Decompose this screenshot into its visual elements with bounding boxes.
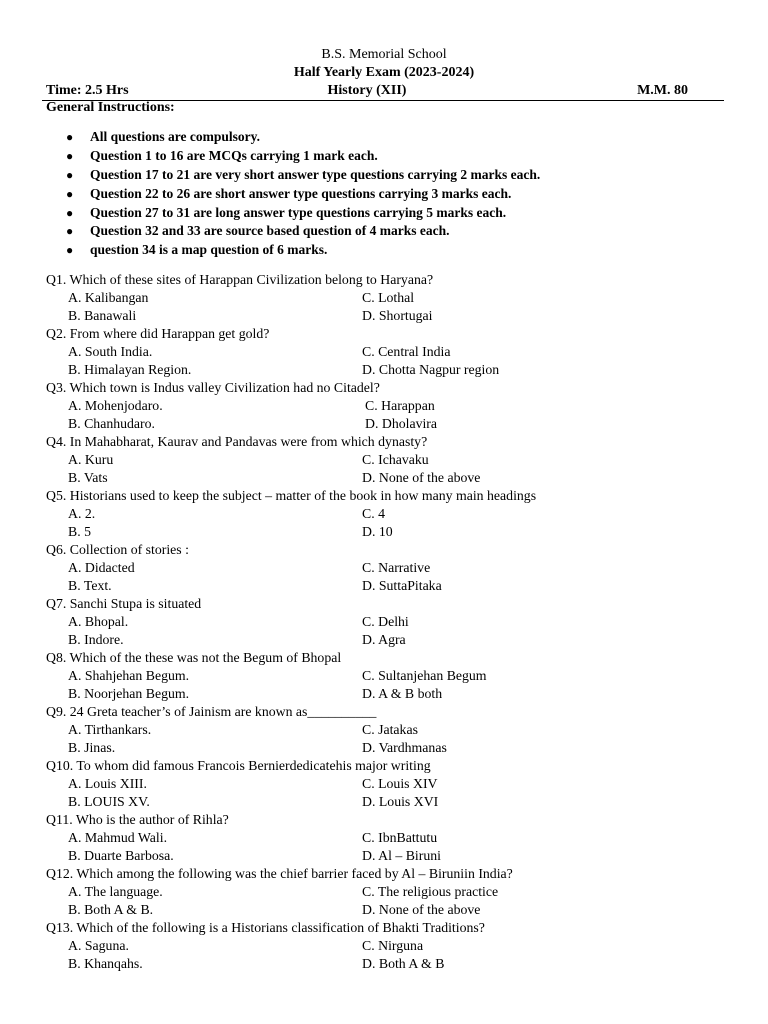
option-b: B. 5	[68, 524, 91, 539]
bullet-icon: ●	[66, 186, 74, 201]
option-d: D. Shortugai	[362, 308, 433, 323]
question-8	[46, 649, 726, 703]
option-b: B. Khanqahs.	[68, 956, 143, 971]
question-text: Q7. Sanchi Stupa is situated	[46, 596, 202, 611]
option-d: D. SuttaPitaka	[362, 578, 442, 593]
instructions-list	[64, 128, 540, 260]
option-c: C. Louis XIV	[362, 776, 438, 791]
option-d: D. Louis XVI	[362, 794, 439, 809]
question-4	[46, 433, 726, 487]
option-a: A. South India.	[68, 344, 153, 359]
option-d: D. Both A & B	[362, 956, 445, 971]
instruction-item: ● Question 17 to 21 are very short answer type questions carrying 2 marks each.	[64, 166, 540, 185]
option-b: B. Both A & B.	[68, 902, 154, 917]
option-c: C. Sultanjehan Begum	[362, 668, 487, 683]
bullet-icon: ●	[66, 167, 74, 182]
option-d: D. Chotta Nagpur region	[362, 362, 500, 377]
question-text: Q3. Which town is Indus valley Civilization had no Citadel?	[46, 380, 380, 395]
question-3	[46, 379, 726, 433]
option-c: C. 4	[362, 506, 385, 521]
question-text: Q13. Which of the following is a Historians classification of Bhakti Traditions?	[46, 920, 485, 935]
exam-subject: History (XII)	[327, 83, 407, 98]
option-b: B. Vats	[68, 470, 108, 485]
instruction-item: ● Question 27 to 31 are long answer type questions carrying 5 marks each.	[64, 204, 540, 223]
exam-time: Time: 2.5 Hrs	[46, 83, 129, 98]
question-text: Q5. Historians used to keep the subject – matter of the book in how many main headings	[46, 488, 537, 503]
instructions-heading: General Instructions:	[46, 100, 175, 115]
option-a: A. Kalibangan	[68, 290, 149, 305]
option-a: A. Mahmud Wali.	[68, 830, 168, 845]
option-d: D. 10	[362, 524, 393, 539]
maximum-marks: M.M. 80	[637, 83, 688, 98]
question-13	[46, 919, 726, 973]
questions-list	[46, 271, 726, 973]
option-d: D. Al – Biruni	[362, 848, 441, 863]
question-2	[46, 325, 726, 379]
question-text: Q12. Which among the following was the chief barrier faced by Al – Biruniin India?	[46, 866, 513, 881]
question-9	[46, 703, 726, 757]
option-a: A. Shahjehan Begum.	[68, 668, 190, 683]
instruction-item: ● Question 32 and 33 are source based question of 4 marks each.	[64, 222, 540, 241]
option-b: B. LOUIS XV.	[68, 794, 150, 809]
bullet-icon: ●	[66, 224, 74, 239]
bullet-icon: ●	[66, 148, 74, 163]
option-b: B. Duarte Barbosa.	[68, 848, 174, 863]
option-a: A. Saguna.	[68, 938, 129, 953]
exam-meta-line	[46, 83, 688, 100]
option-b: B. Jinas.	[68, 740, 116, 755]
question-text: Q9. 24 Greta teacher’s of Jainism are known as__________	[46, 704, 377, 719]
question-6	[46, 541, 726, 595]
question-10	[46, 757, 726, 811]
question-text: Q2. From where did Harappan get gold?	[46, 326, 270, 341]
question-1	[46, 271, 726, 325]
option-d: D. Agra	[362, 632, 406, 647]
option-c: C. IbnBattutu	[362, 830, 438, 845]
question-11	[46, 811, 726, 865]
option-a: A. Bhopal.	[68, 614, 129, 629]
question-12	[46, 865, 726, 919]
bullet-icon: ●	[66, 205, 74, 220]
instruction-item: ● Question 22 to 26 are short answer type questions carrying 3 marks each.	[64, 185, 540, 204]
exam-title: Half Yearly Exam (2023-2024)	[293, 65, 475, 80]
option-b: B. Indore.	[68, 632, 124, 647]
bullet-icon: ●	[66, 243, 74, 258]
school-name: B.S. Memorial School	[321, 47, 447, 62]
instruction-item: ● Question 1 to 16 are MCQs carrying 1 mark each.	[64, 147, 540, 166]
option-a: A. 2.	[68, 506, 96, 521]
option-c: C. Nirguna	[362, 938, 424, 953]
option-c: C. Delhi	[362, 614, 409, 629]
bullet-icon: ●	[66, 130, 74, 144]
question-text: Q1. Which of these sites of Harappan Civilization belong to Haryana?	[46, 272, 434, 287]
option-b: B. Noorjehan Begum.	[68, 686, 190, 701]
option-b: B. Chanhudaro.	[68, 416, 155, 431]
option-c: C. Central India	[362, 344, 451, 359]
question-text: Q6. Collection of stories :	[46, 542, 189, 557]
option-c: C. Lothal	[362, 290, 415, 305]
option-a: A. Kuru	[68, 452, 114, 467]
question-5	[46, 487, 726, 541]
option-b: B. Text.	[68, 578, 112, 593]
option-b: B. Himalayan Region.	[68, 362, 192, 377]
option-c: C. Ichavaku	[362, 452, 429, 467]
option-c: C. Narrative	[362, 560, 431, 575]
instruction-item: ● All questions are compulsory.	[64, 128, 540, 147]
option-b: B. Banawali	[68, 308, 137, 323]
question-text: Q10. To whom did famous Francois Bernierdedicatehis major writing	[46, 758, 431, 773]
question-text: Q4. In Mahabharat, Kaurav and Pandavas were from which dynasty?	[46, 434, 428, 449]
option-a: A. Tirthankars.	[68, 722, 152, 737]
option-d: D. Vardhmanas	[362, 740, 447, 755]
question-7	[46, 595, 726, 649]
option-d: D. None of the above	[362, 902, 481, 917]
option-c: C. The religious practice	[362, 884, 499, 899]
instruction-item: ● question 34 is a map question of 6 marks.	[64, 241, 540, 260]
question-text: Q8. Which of the these was not the Begum of Bhopal	[46, 650, 342, 665]
option-a: A. Didacted	[68, 560, 135, 575]
option-c: C. Harappan	[365, 398, 435, 413]
option-c: C. Jatakas	[362, 722, 418, 737]
option-a: A. Louis XIII.	[68, 776, 147, 791]
option-d: D. Dholavira	[365, 416, 438, 431]
option-a: A. Mohenjodaro.	[68, 398, 163, 413]
option-d: D. None of the above	[362, 470, 481, 485]
option-a: A. The language.	[68, 884, 163, 899]
question-text: Q11. Who is the author of Rihla?	[46, 812, 229, 827]
option-d: D. A & B both	[362, 686, 443, 701]
